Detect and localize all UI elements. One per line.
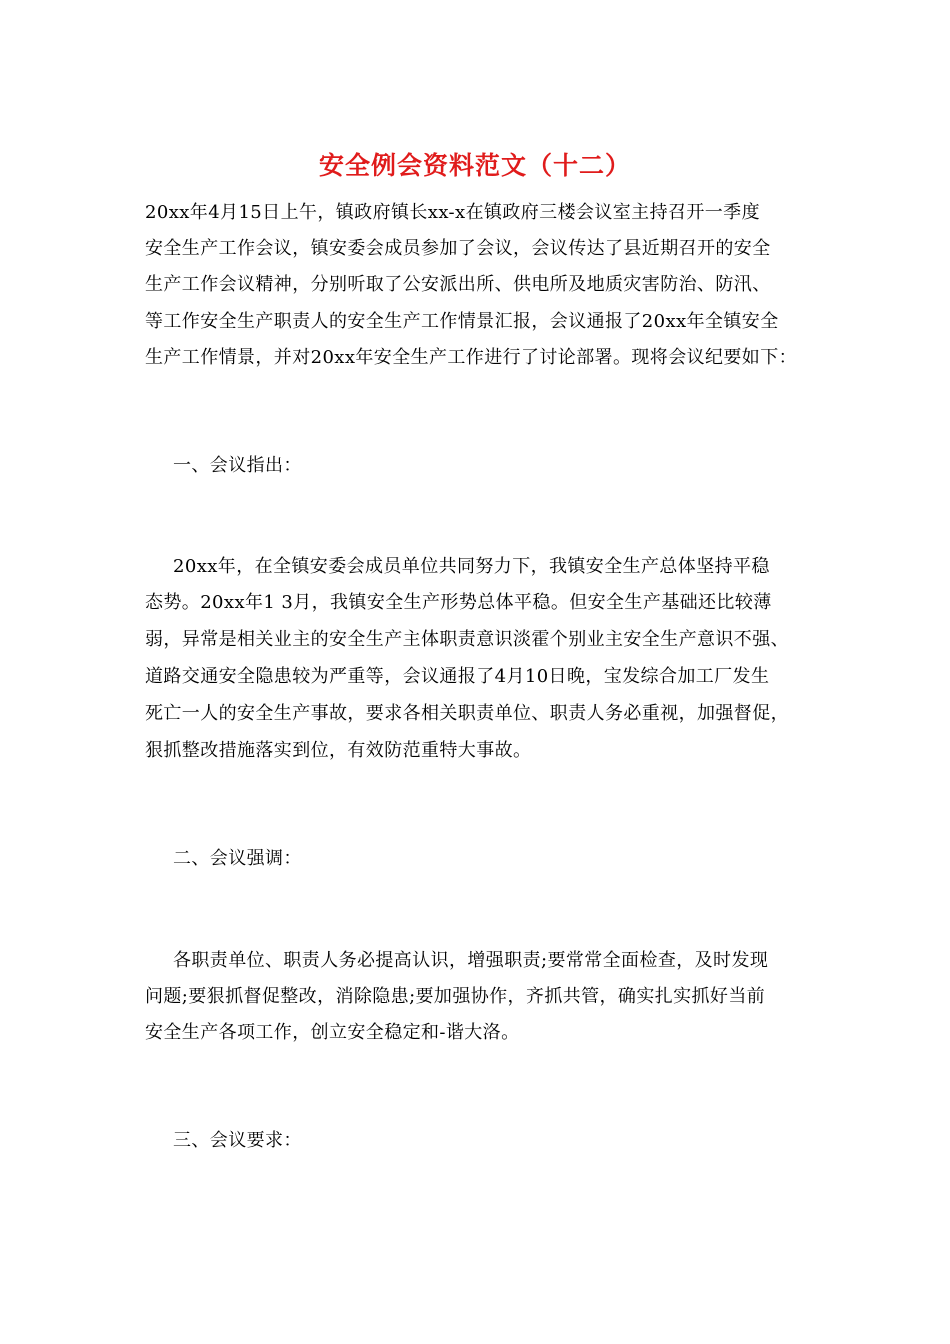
section2-line-1: 各职责单位、职责人务必提高认识，增强职责;要常常全面检查，及时发现 <box>173 950 769 971</box>
section1-line-2: 态势。20xx年1 3月，我镇安全生产形势总体平稳。但安全生产基础还比较薄 <box>145 592 772 613</box>
section1-line-3: 弱，异常是相关业主的安全生产主体职责意识淡霍个别业主安全生产意识不强、 <box>145 629 789 650</box>
section-heading-1: 一、会议指出： <box>173 455 302 476</box>
section-heading-2: 二、会议强调： <box>173 848 302 869</box>
section-heading-3: 三、会议要求： <box>173 1130 302 1151</box>
section2-line-2: 问题;要狠抓督促整改，消除隐患;要加强协作，齐抓共管，确实扎实抓好当前 <box>145 986 766 1007</box>
intro-line-4: 等工作安全生产职责人的安全生产工作情景汇报，会议通报了20xx年全镇安全 <box>145 311 779 332</box>
section2-line-3: 安全生产各项工作，创立安全稳定和-谐大洛。 <box>145 1022 520 1043</box>
intro-line-3: 生产工作会议精神，分别听取了公安派出所、供电所及地质灾害防治、防汛、 <box>145 274 771 295</box>
section1-line-5: 死亡一人的安全生产事故，要求各相关职责单位、职责人务必重视，加强督促， <box>145 703 789 724</box>
section1-line-1: 20xx年，在全镇安委会成员单位共同努力下，我镇安全生产总体坚持平稳 <box>173 556 770 577</box>
intro-line-2: 安全生产工作会议，镇安委会成员参加了会议，会议传达了县近期召开的安全 <box>145 238 771 259</box>
section1-line-4: 道路交通安全隐患较为严重等，会议通报了4月10日晚，宝发综合加工厂发生 <box>145 666 770 687</box>
section1-line-6: 狠抓整改措施落实到位，有效防范重特大事故。 <box>145 740 532 761</box>
document-title: 安全例会资料范文（十二） <box>318 151 631 180</box>
intro-line-5: 生产工作情景，并对20xx年安全生产工作进行了讨论部署。现将会议纪要如下： <box>145 347 798 368</box>
intro-line-1: 20xx年4月15日上午，镇政府镇长xx-x在镇政府三楼会议室主持召开一季度 <box>145 202 760 223</box>
